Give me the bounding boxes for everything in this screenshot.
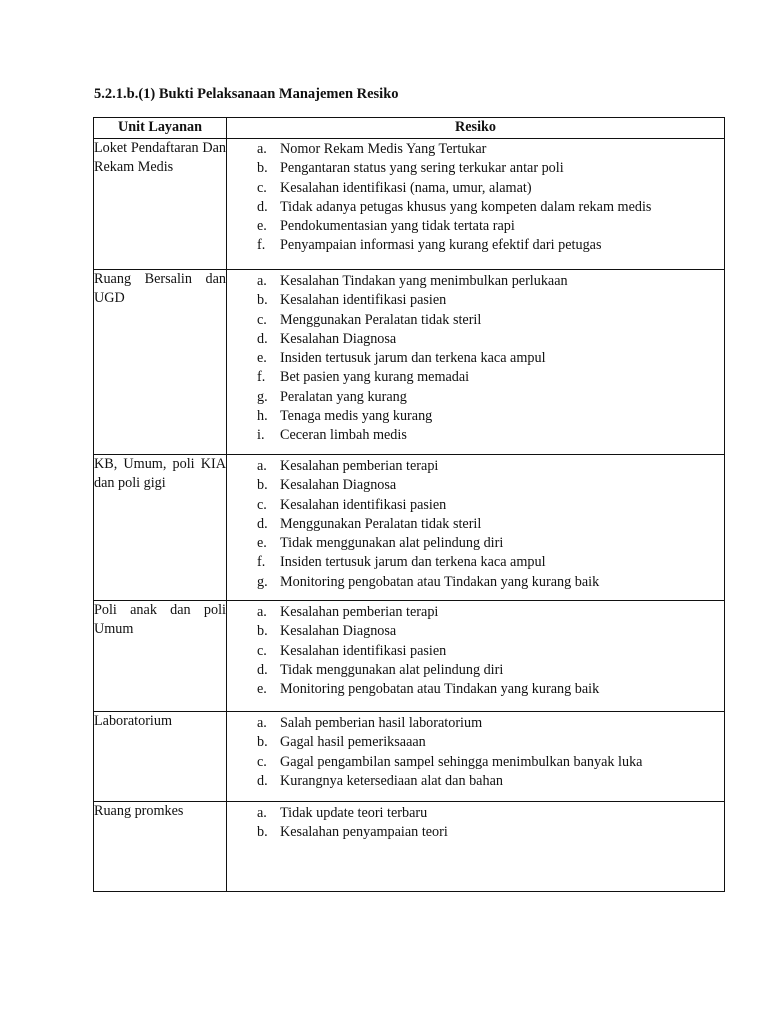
risk-text: Kesalahan Diagnosa xyxy=(280,623,397,640)
risk-cell xyxy=(227,139,725,270)
unit-name: Ruang promkes xyxy=(94,803,184,819)
risk-marker: i. xyxy=(257,427,265,444)
risk-marker: f. xyxy=(257,554,266,571)
unit-cell xyxy=(94,712,227,802)
risk-item xyxy=(227,311,724,330)
risk-item xyxy=(227,476,724,495)
risk-text: Kesalahan identifikasi (nama, umur, alamat) xyxy=(280,179,532,196)
risk-item xyxy=(227,573,724,592)
risk-marker: a. xyxy=(257,458,267,474)
risk-list xyxy=(227,802,724,843)
risk-item xyxy=(227,179,724,198)
risk-item xyxy=(227,661,724,680)
risk-marker: e. xyxy=(257,218,267,235)
risk-text: Kesalahan Diagnosa xyxy=(280,477,397,494)
risk-item xyxy=(227,217,724,236)
risk-item xyxy=(227,680,724,699)
risk-cell xyxy=(227,601,725,712)
risk-text: Menggunakan Peralatan tidak steril xyxy=(280,515,482,532)
risk-list xyxy=(227,270,724,446)
document-heading: 5.2.1.b.(1) Bukti Pelaksanaan Manajemen Resiko xyxy=(94,86,399,102)
risk-item xyxy=(227,198,724,217)
risk-marker: b. xyxy=(257,734,268,751)
risk-text: Gagal hasil pemeriksaaan xyxy=(280,734,426,751)
risk-marker: d. xyxy=(257,661,268,678)
risk-list xyxy=(227,139,724,256)
risk-text: Kesalahan pemberian terapi xyxy=(280,458,439,474)
unit-cell xyxy=(94,139,227,270)
risk-item xyxy=(227,714,724,733)
risk-marker: a. xyxy=(257,273,267,289)
risk-text: Pengantaran status yang sering terkukar antar poli xyxy=(280,160,564,177)
risk-table xyxy=(93,117,725,892)
risk-marker: a. xyxy=(257,715,267,731)
risk-item xyxy=(227,496,724,515)
risk-marker: b. xyxy=(257,824,268,841)
column-header-risk: Resiko xyxy=(227,118,725,139)
unit-name: Ruang Bersalin dan UGD xyxy=(94,271,226,307)
risk-marker: c. xyxy=(257,753,267,770)
risk-text: Monitoring pengobatan atau Tindakan yang kurang baik xyxy=(280,681,600,698)
risk-marker: d. xyxy=(257,330,268,347)
risk-item xyxy=(227,349,724,368)
risk-item xyxy=(227,159,724,178)
risk-marker: d. xyxy=(257,515,268,532)
risk-cell xyxy=(227,802,725,892)
risk-item xyxy=(227,330,724,349)
risk-item xyxy=(227,622,724,641)
risk-marker: a. xyxy=(257,604,267,620)
risk-text: Nomor Rekam Medis Yang Tertukar xyxy=(280,141,487,157)
risk-marker: d. xyxy=(257,772,268,789)
risk-item xyxy=(227,804,724,823)
risk-item xyxy=(227,236,724,255)
risk-cell xyxy=(227,455,725,601)
risk-marker: c. xyxy=(257,496,267,513)
risk-marker: a. xyxy=(257,805,267,821)
risk-list xyxy=(227,712,724,791)
risk-marker: a. xyxy=(257,141,267,157)
unit-cell xyxy=(94,455,227,601)
risk-marker: b. xyxy=(257,623,268,640)
column-header-unit: Unit Layanan xyxy=(94,118,227,139)
risk-item xyxy=(227,291,724,310)
unit-name: Loket Pendaftaran Dan Rekam Medis xyxy=(94,140,226,176)
risk-item xyxy=(227,772,724,791)
risk-marker: c. xyxy=(257,642,267,659)
table-row xyxy=(94,139,725,270)
risk-text: Ceceran limbah medis xyxy=(280,427,407,444)
risk-item xyxy=(227,457,724,476)
risk-text: Gagal pengambilan sampel sehingga menimbulkan banyak luka xyxy=(280,753,643,770)
unit-cell xyxy=(94,802,227,892)
unit-name: Laboratorium xyxy=(94,713,173,729)
risk-text: Peralatan yang kurang xyxy=(280,388,407,405)
risk-text: Kesalahan identifikasi pasien xyxy=(280,496,447,513)
risk-text: Kesalahan pemberian terapi xyxy=(280,604,439,620)
risk-text: Bet pasien yang kurang memadai xyxy=(280,369,470,386)
risk-marker: c. xyxy=(257,311,267,328)
risk-text: Tidak adanya petugas khusus yang kompeten dalam rekam medis xyxy=(280,198,652,215)
risk-text: Pendokumentasian yang tidak tertata rapi xyxy=(280,218,515,235)
risk-marker: h. xyxy=(257,408,268,425)
risk-marker: e. xyxy=(257,535,267,552)
table-header-row xyxy=(94,118,725,139)
risk-item xyxy=(227,140,724,159)
risk-item xyxy=(227,407,724,426)
risk-text: Monitoring pengobatan atau Tindakan yang kurang baik xyxy=(280,573,600,590)
risk-text: Tidak menggunakan alat pelindung diri xyxy=(280,661,504,678)
risk-item xyxy=(227,515,724,534)
risk-item xyxy=(227,388,724,407)
risk-text: Menggunakan Peralatan tidak steril xyxy=(280,311,482,328)
risk-list xyxy=(227,455,724,592)
risk-text: Kesalahan Diagnosa xyxy=(280,330,397,347)
unit-cell xyxy=(94,270,227,455)
risk-text: Kesalahan identifikasi pasien xyxy=(280,292,447,309)
risk-item xyxy=(227,272,724,291)
risk-text: Penyampaian informasi yang kurang efektif dari petugas xyxy=(280,237,602,254)
risk-marker: e. xyxy=(257,350,267,367)
risk-text: Salah pemberian hasil laboratorium xyxy=(280,715,483,731)
risk-marker: b. xyxy=(257,160,268,177)
risk-item xyxy=(227,733,724,752)
risk-marker: e. xyxy=(257,681,267,698)
risk-cell xyxy=(227,270,725,455)
risk-item xyxy=(227,368,724,387)
risk-marker: d. xyxy=(257,198,268,215)
risk-text: Kesalahan identifikasi pasien xyxy=(280,642,447,659)
risk-text: Tenaga medis yang kurang xyxy=(280,408,433,425)
table-row xyxy=(94,601,725,712)
unit-cell xyxy=(94,601,227,712)
risk-text: Insiden tertusuk jarum dan terkena kaca ampul xyxy=(280,554,546,571)
table-row xyxy=(94,455,725,601)
risk-text: Tidak update teori terbaru xyxy=(280,805,428,821)
risk-text: Kurangnya ketersediaan alat dan bahan xyxy=(280,772,503,789)
risk-item xyxy=(227,534,724,553)
unit-name: KB, Umum, poli KIA dan poli gigi xyxy=(94,456,226,492)
risk-marker: b. xyxy=(257,477,268,494)
risk-text: Tidak menggunakan alat pelindung diri xyxy=(280,535,504,552)
risk-cell xyxy=(227,712,725,802)
risk-marker: f. xyxy=(257,237,266,254)
risk-list xyxy=(227,601,724,699)
risk-item xyxy=(227,642,724,661)
risk-text: Kesalahan Tindakan yang menimbulkan perlukaan xyxy=(280,273,568,289)
risk-text: Kesalahan penyampaian teori xyxy=(280,824,448,841)
risk-item xyxy=(227,426,724,445)
risk-marker: g. xyxy=(257,388,268,405)
table-row xyxy=(94,270,725,455)
risk-marker: g. xyxy=(257,573,268,590)
risk-text: Insiden tertusuk jarum dan terkena kaca ampul xyxy=(280,350,546,367)
unit-name: Poli anak dan poli Umum xyxy=(94,602,226,638)
risk-item xyxy=(227,603,724,622)
risk-marker: c. xyxy=(257,179,267,196)
table-row xyxy=(94,802,725,892)
risk-item xyxy=(227,823,724,842)
table-row xyxy=(94,712,725,802)
risk-marker: f. xyxy=(257,369,266,386)
risk-item xyxy=(227,753,724,772)
risk-marker: b. xyxy=(257,292,268,309)
risk-item xyxy=(227,553,724,572)
